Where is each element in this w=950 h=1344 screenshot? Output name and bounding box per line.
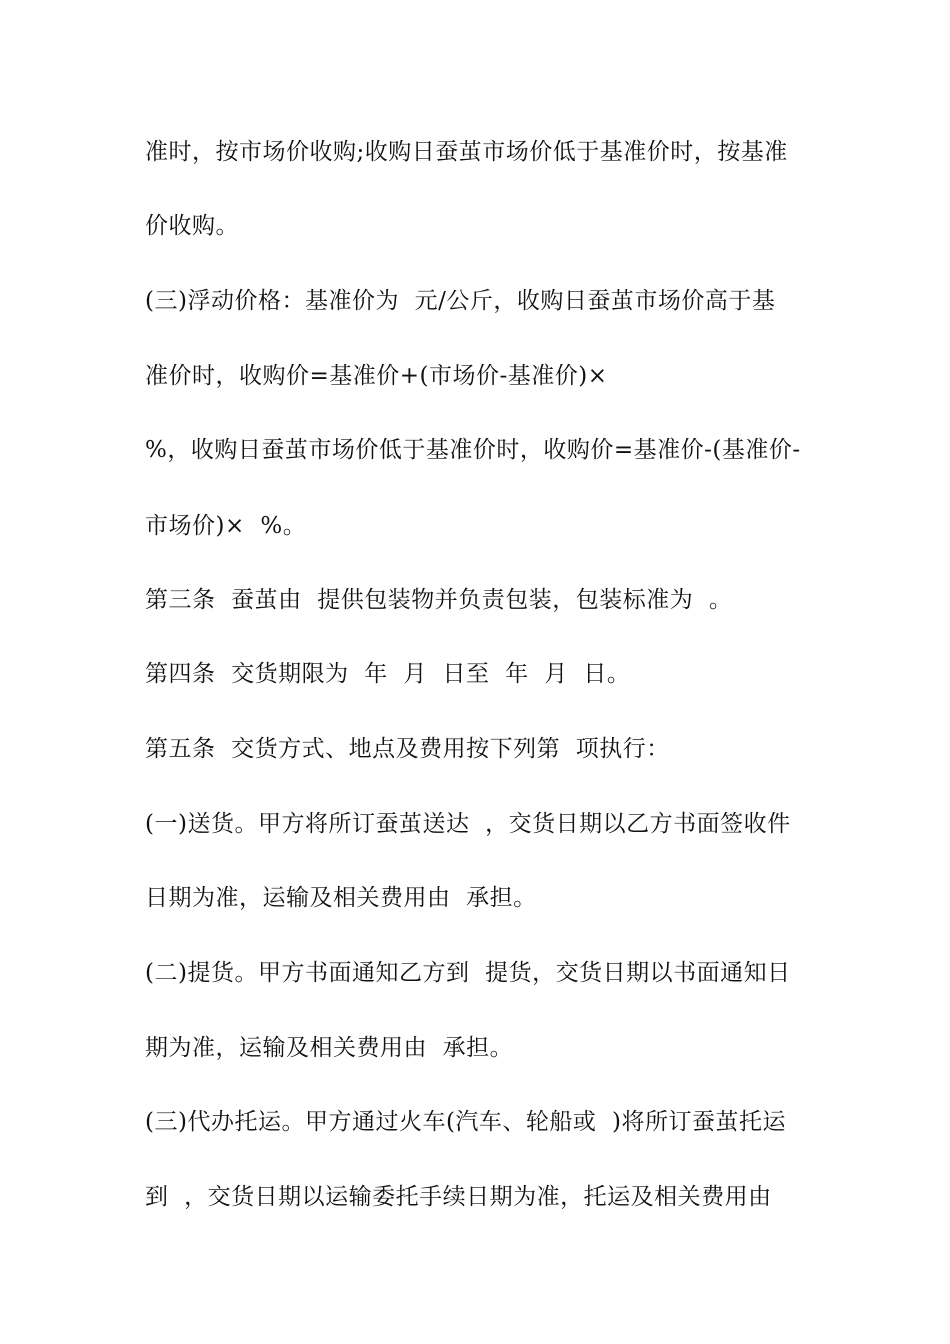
text-line: (三)代办托运。甲方通过火车(汽车、轮船或 )将所订蚕茧托运 xyxy=(145,1109,787,1135)
text-line: (一)送货。甲方将所订蚕茧送达 ，交货日期以乙方书面签收件 xyxy=(145,811,791,837)
text-line: 准价时，收购价=基准价+(市场价-基准价)× xyxy=(145,363,608,389)
text-line: 日期为准，运输及相关费用由 承担。 xyxy=(145,885,537,911)
text-line: 价收购。 xyxy=(145,213,239,239)
text-line: 市场价)× %。 xyxy=(145,513,307,539)
text-line: (三)浮动价格：基准价为 元/公斤，收购日蚕茧市场价高于基 xyxy=(145,288,776,314)
clause-5-line: 第五条 交货方式、地点及费用按下列第 项执行： xyxy=(145,736,670,762)
text-line: %，收购日蚕茧市场价低于基准价时，收购价=基准价-(基准价- xyxy=(145,437,801,463)
text-line: 期为准，运输及相关费用由 承担。 xyxy=(145,1035,514,1061)
text-line: 准时，按市场价收购;收购日蚕茧市场价低于基准价时，按基准 xyxy=(145,139,788,165)
text-line: 到 ，交货日期以运输委托手续日期为准，托运及相关费用由 xyxy=(145,1184,772,1210)
clause-4-line: 第四条 交货期限为 年 月 日至 年 月 日。 xyxy=(145,661,631,687)
clause-3-line: 第三条 蚕茧由 提供包装物并负责包装，包装标准为 。 xyxy=(145,587,733,613)
text-line: (二)提货。甲方书面通知乙方到 提货，交货日期以书面通知日 xyxy=(145,960,791,986)
